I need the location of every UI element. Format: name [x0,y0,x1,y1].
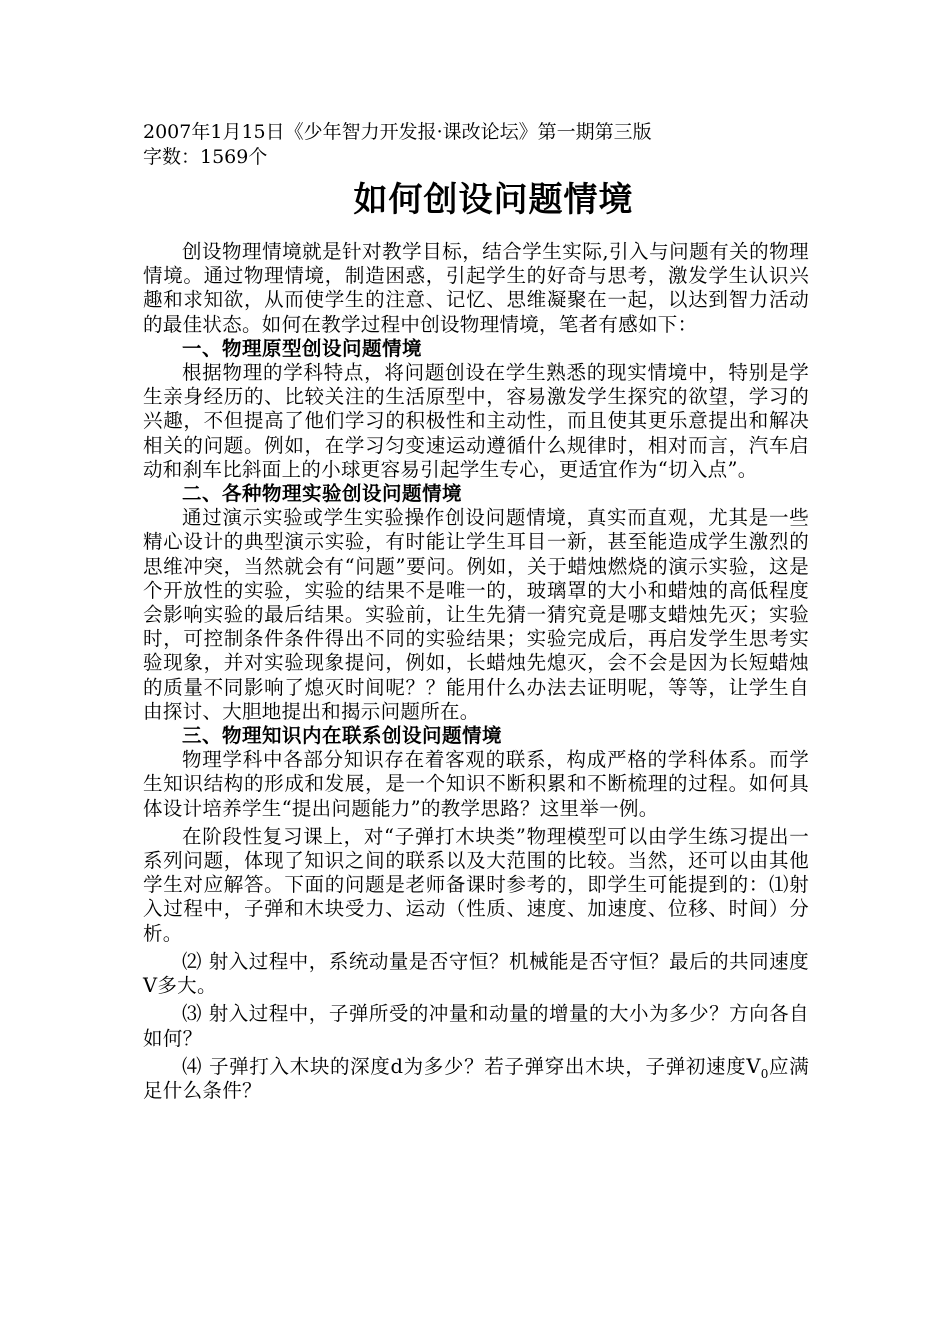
velocity-subscript: 0 [760,1066,769,1081]
section2-heading: 二、各种物理实验创设问题情境 [182,482,463,506]
question-4-text: ⑷ 子弹打入木块的深度d为多少？若子弹穿出木块，子弹初速度V [182,1054,761,1078]
document-page [143,120,809,1103]
section1-paragraph: 根据物理的学科特点，将问题创设在学生熟悉的现实情境中，特别是学生亲身经历的、比较关注的生活原型中，容易激发学生探究的欲望，学习的兴趣，不但提高了他们学习的积极性和主动性，而且使其更乐意提出和解决相关的问题。例如，在学习匀变速运动遵循什么规律时，相对而言，汽车启动和刹车比斜面上的小球更容易引起学生专心，更适宜作为“切入点”。 [143,361,809,481]
question-2: ⑵ 射入过程中，系统动量是否守恒？机械能是否守恒？最后的共同速度V多大。 [143,949,809,998]
section2-paragraph: 通过演示实验或学生实验操作创设问题情境，真实而直观，尤其是一些精心设计的典型演示实验，有时能让学生耳目一新，甚至能造成学生激烈的思维冲突，当然就会有“问题”要问。例如，关于蜡烛燃烧的演示实验，这是个开放性的实验，实验的结果不是唯一的，玻璃罩的大小和蜡烛的高低程度会影响实验的最后结果。实验前，让生先猜一猜究竟是哪支蜡烛先灭；实验时，可控制条件条件得出不同的实验结果；实验完成后，再启发学生思考实验现象，并对实验现象提问，例如，长蜡烛先熄灭，会不会是因为长短蜡烛的质量不同影响了熄灭时间呢？？能用什么办法去证明呢，等等，让学生自由探讨、大胆地提出和揭示问题所在。 [143,506,809,723]
question-4-text-end: 应满足什么条件？ [143,1054,809,1102]
section1-heading: 一、物理原型创设问题情境 [182,336,423,360]
section3-paragraph-2: 在阶段性复习课上，对“子弹打木块类”物理模型可以由学生练习提出一系列问题，体现了知识之间的联系以及大范围的比较。当然，还可以由其他学生对应解答。下面的问题是老师备课时参考的，即学生可能提到的：⑴射入过程中，子弹和木块受力、运动（性质、速度、加速度、位移、时间）分析。 [143,824,809,945]
section3-heading: 三、物理知识内在联系创设问题情境 [182,724,503,748]
question-3: ⑶ 射入过程中，子弹所受的冲量和动量的增量的大小为多少？方向各自如何？ [143,1002,809,1050]
word-count: 字数：1569个 [143,146,268,168]
article-title: 如何创设问题情境 [353,180,634,220]
question-4 [143,1055,809,1103]
section3-paragraph-1: 物理学科中各部分知识存在着客观的联系，构成严格的学科体系。而学生知识结构的形成和发展，是一个知识不断积累和不断梳理的过程。如何具体设计培养学生“提出问题能力”的教学思路？这里举一例。 [143,748,809,820]
source-line: 2007年1月15日《少年智力开发报·课改论坛》第一期第三版 [143,121,652,143]
intro-paragraph: 创设物理情境就是针对教学目标，结合学生实际,引入与问题有关的物理情境。通过物理情境，制造困惑，引起学生的好奇与思考，激发学生认识兴趣和求知欲，从而使学生的注意、记忆、思维凝聚在一起，以达到智力活动的最佳状态。如何在教学过程中创设物理情境，笔者有感如下： [143,240,809,336]
